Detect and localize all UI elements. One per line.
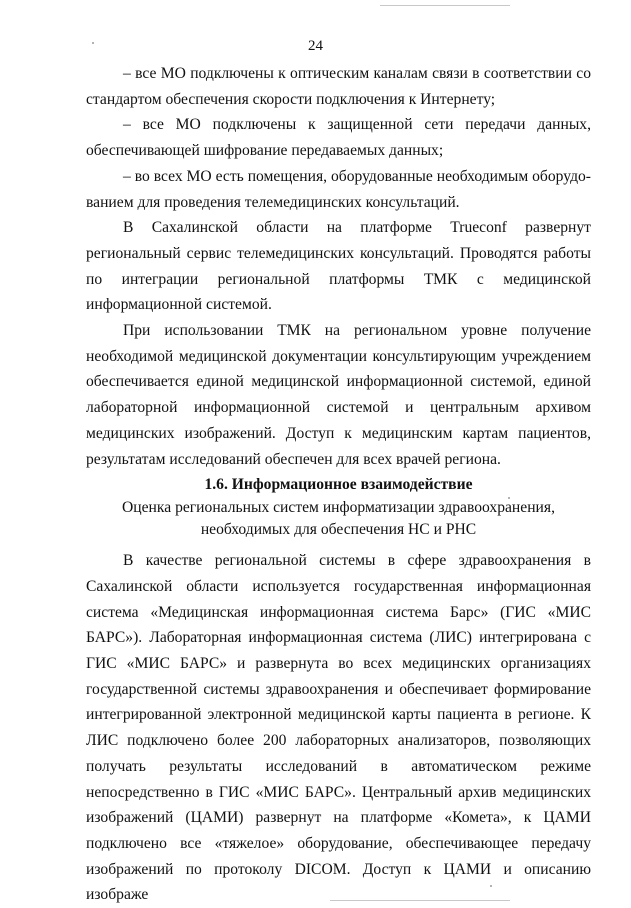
paragraph-regional-system: В качестве региональной системы в сфере здравоохранения в Сахалинской области используется государственная информационная система «Медицинская информационная система Барс» (ГИС «МИС БАРС»). Лабораторная информационная система (ЛИС) интегрирована с ГИС «МИС БАРС» и развернута во всех медицинских организациях государственной системы здравоохранения и обеспечивает формирование интегрированной электронной медицинской карты пациента в регионе. К ЛИС подключено более 200 лабораторных анализаторов, позволяющих получать результаты исследований в автоматическом режиме непосредственно в ГИС «МИС БАРС». Центральный архив медицинских изображений (ЦАМИ) развернут на платформе «Комета», к ЦАМИ подключено все «тяжелое» оборудование, обеспечивающее передачу изображений по протоколу DICOM. Доступ к ЦАМИ и описанию изображе [86, 552, 591, 904]
section-heading: 1.6. Информационное взаимодействие [204, 476, 473, 494]
section-subheading-line-2: необходимых для обеспечения НС и РНС [200, 521, 477, 539]
bullet-secure-network: – все МО подключены к защищенной сети передачи данных, обеспечивающей шифрование передаваемых данных; [86, 116, 591, 160]
paragraph-trueconf: В Сахалинской области на платформе Trueconf развернут региональный сервис телемедицинских консультаций. Проводятся работы по интеграции региональной платформы ТМК с медицинской информационной системой. [86, 219, 591, 314]
bullet-telemedicine-rooms: – во всех МО есть помещения, оборудованные необходимым оборудованием для проведения телемедицинских консультаций. [86, 167, 591, 211]
page-body [86, 61, 591, 908]
paragraph-tmk-regional: При использовании ТМК на региональном уровне получение необходимой медицинской документации консультирующим учреждением обеспечивается единой медицинской информационной системой, единой лабораторной информационной системой и центральным архивом медицинских изображений. Доступ к медицинским картам пациентов, результатам исследований обеспечен для всех врачей региона. [86, 322, 591, 468]
section-subheading-line-1: Оценка региональных систем информатизации здравоохранения, [122, 499, 555, 517]
page-number: 24 [308, 38, 323, 54]
bullet-optical-channels: – все МО подключены к оптическим каналам связи в соответствии со стандартом обеспечения скорости подключения к Интернету; [86, 65, 591, 108]
scan-artifact-top [380, 5, 510, 6]
section-heading-block [86, 472, 591, 541]
